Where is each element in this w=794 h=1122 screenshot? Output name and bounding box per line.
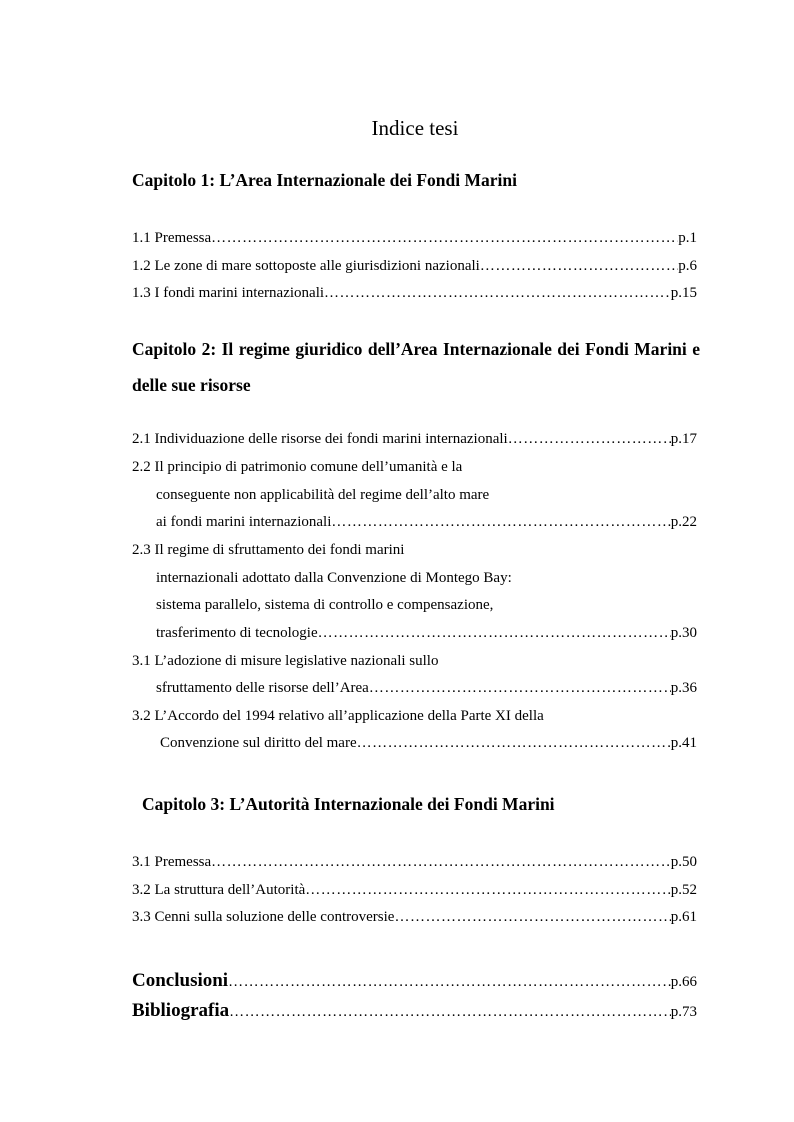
- toc-entry-text: trasferimento di tecnologie: [156, 625, 318, 641]
- toc-entry[interactable]: [132, 907, 697, 927]
- toc-entry-line: 2.2 Il principio di patrimonio comune dell’umanità e la: [132, 459, 463, 475]
- toc-entry-page: p.66: [670, 974, 697, 990]
- toc-entry-continuation: [156, 485, 697, 505]
- dot-leader: [318, 623, 671, 643]
- toc-entry-continuation: [156, 678, 697, 698]
- toc-entry-conclusioni[interactable]: [132, 968, 697, 995]
- toc-entry-multiline[interactable]: [132, 651, 697, 671]
- toc-entry-line: 3.2 L’Accordo del 1994 relativo all’applicazione della Parte XI della: [132, 708, 544, 724]
- toc-entry-multiline[interactable]: [132, 706, 697, 726]
- toc-entry-page: p.73: [670, 1004, 697, 1020]
- toc-entry-page: p.30: [670, 625, 697, 641]
- toc-entry-continuation: [156, 623, 697, 643]
- toc-entry-line: sistema parallelo, sistema di controllo e compensazione,: [156, 597, 494, 613]
- toc-entry-page: p.17: [670, 431, 697, 447]
- toc-entry-page: p.22: [670, 514, 697, 530]
- toc-entry-page: p.61: [670, 909, 697, 925]
- toc-entry[interactable]: [132, 429, 697, 449]
- toc-entry-line: conseguente non applicabilità del regime dell’alto mare: [156, 487, 490, 503]
- chapter-2-heading: Capitolo 2: Il regime giuridico dell’Area Internazionale dei Fondi Marini e delle sue risorse: [132, 339, 700, 395]
- toc-entry-text: Convenzione sul diritto del mare: [160, 735, 357, 751]
- toc-entry-page: p.1: [678, 230, 697, 246]
- toc-entry-continuation: [156, 595, 697, 615]
- dot-leader: [480, 256, 678, 276]
- toc-entry-text: sfruttamento delle risorse dell’Area: [156, 680, 369, 696]
- toc-entry-continuation: [160, 733, 697, 753]
- dot-leader: [357, 733, 671, 753]
- toc-entry-line: 3.1 L’adozione di misure legislative nazionali sullo: [132, 653, 439, 669]
- toc-entry-multiline[interactable]: [132, 457, 697, 477]
- toc-entry-text: 1.3 I fondi marini internazionali: [132, 285, 325, 301]
- dot-leader: [211, 228, 678, 248]
- toc-entry-text: 3.1 Premessa: [132, 854, 212, 870]
- toc-entry[interactable]: [132, 852, 697, 872]
- toc-entry-page: p.52: [670, 882, 697, 898]
- dot-leader: [228, 969, 671, 995]
- dot-leader: [369, 678, 671, 698]
- toc-entry-page: p.50: [670, 854, 697, 870]
- toc-entry-text: 1.2 Le zone di mare sottoposte alle giurisdizioni nazionali: [132, 258, 480, 274]
- toc-entry[interactable]: [132, 256, 697, 276]
- toc-entry-text: Bibliografia: [132, 1000, 230, 1021]
- toc-entry-line: 2.3 Il regime di sfruttamento dei fondi marini: [132, 542, 405, 558]
- chapter-3-heading: Capitolo 3: L’Autorità Internazionale dei Fondi Marini: [142, 794, 555, 814]
- dot-leader: [331, 512, 670, 532]
- toc-entry-text: 3.3 Cenni sulla soluzione delle controversie: [132, 909, 395, 925]
- dot-leader: [229, 999, 671, 1025]
- chapter-1-heading: Capitolo 1: L’Area Internazionale dei Fondi Marini: [132, 170, 517, 190]
- toc-entry-multiline[interactable]: [132, 540, 697, 560]
- toc-entry-page: p.15: [670, 285, 697, 301]
- page-title: Indice tesi: [371, 116, 459, 140]
- toc-entry-line: internazionali adottato dalla Convenzione di Montego Bay:: [156, 570, 512, 586]
- toc-entry-text: Conclusioni: [132, 970, 229, 991]
- toc-entry-text: 2.1 Individuazione delle risorse dei fondi marini internazionali: [132, 431, 508, 447]
- toc-entry-text: 3.2 La struttura dell’Autorità: [132, 882, 306, 898]
- toc-entry-page: p.41: [670, 735, 697, 751]
- toc-entry-page: p.6: [678, 258, 697, 274]
- toc-entry-page: p.36: [670, 680, 697, 696]
- toc-entry-text: 1.1 Premessa: [132, 230, 212, 246]
- toc-entry[interactable]: [132, 283, 697, 303]
- dot-leader: [394, 907, 670, 927]
- toc-entry-continuation: [156, 512, 697, 532]
- toc-entry-bibliografia[interactable]: [132, 998, 697, 1025]
- toc-entry-text: ai fondi marini internazionali: [156, 514, 332, 530]
- toc-entry[interactable]: [132, 880, 697, 900]
- dot-leader: [305, 880, 670, 900]
- dot-leader: [508, 429, 671, 449]
- dot-leader: [211, 852, 671, 872]
- dot-leader: [324, 283, 671, 303]
- toc-entry[interactable]: [132, 228, 697, 248]
- toc-entry-continuation: [156, 568, 697, 588]
